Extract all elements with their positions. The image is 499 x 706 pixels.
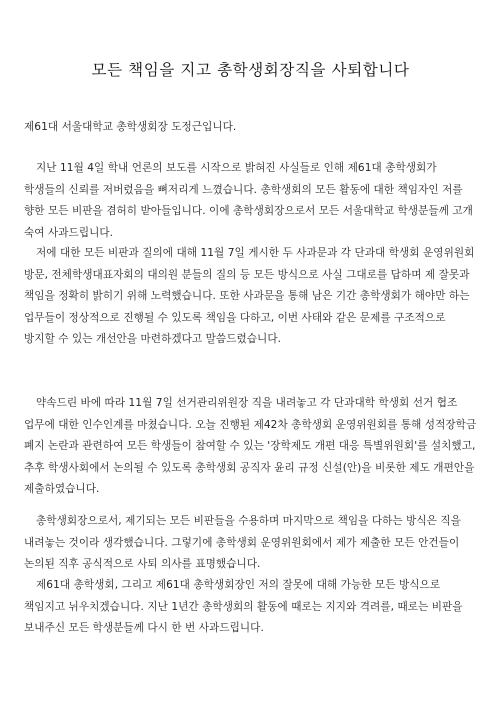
- paragraph-actions: 약속드린 바에 따라 11월 7일 선거관리위원장 직을 내려놓고 각 단과대학 학생회 선거 협조 업무에 대한 인수인계를 마쳤습니다. 오늘 진행된 제42차 총학생회 운영위원회를 통해 성적장학금 폐지 논란과 관련하여 모든 학생들이 참여할 수 있는 '장학제도 개편 대응 특별위원회'를 설치했고, 추후 학생사회에서 논의될 수 있도록 총학생회 공직자 윤리 규정 신설(안)을 비롯한 제도 개편안을 제출하였습니다.: [24, 397, 477, 496]
- paragraph-response: 저에 대한 모든 비판과 질의에 대해 11월 7일 게시한 두 사과문과 각 단과대 학생회 운영위원회 방문, 전체학생대표자회의 대의원 분들의 질의 등 모든 방식으로 사실 그대로를 답하며 제 잘못과 책임을 정확히 밝히기 위해 노력했습니다. 또한 사과문을 통해 남은 기간 총학생회가 해야만 하는 업무들이 정상적으로 진행될 수 있도록 책임을 다하고, 이번 사태와 같은 문제를 구조적으로 방지할 수 있는 개선안을 마련하겠다고 말씀드렸습니다.: [24, 247, 475, 346]
- paragraph-resignation: 총학생회장으로서, 제기되는 모든 비판들을 수용하며 마지막으로 책임을 다하는 방식은 직을 내려놓는 것이라 생각했습니다. 그렇기에 총학생회 운영위원회에서 제가 제출한 모든 안건들이 논의된 직후 공식적으로 사퇴 의사를 표명했습니다.: [24, 515, 461, 571]
- paragraph-apology: 지난 11월 4일 학내 언론의 보도를 시작으로 밝혀진 사실들로 인해 제61대 총학생회가 학생들의 신뢰를 저버렸음을 뼈저리게 느꼈습니다. 총학생회의 모든 활동에 대한 책임자인 저를 향한 모든 비판을 겸허히 받아들입니다. 이에 총학생회장으로서 모든 서울대학교 학생분들께 고개 숙여 사과드립니다.: [24, 162, 473, 239]
- intro-line: 제61대 서울대학교 총학생회장 도정근입니다.: [24, 121, 237, 133]
- document-title: 모든 책임을 지고 총학생회장직을 사퇴합니다: [91, 61, 410, 79]
- paragraph-closing: 제61대 총학생회, 그리고 제61대 총학생회장인 저의 잘못에 대해 가능한 모든 방식으로 책임지고 뉘우치겠습니다. 지난 1년간 총학생회의 활동에 때로는 지지와 격려를, 때로는 비판을 보내주신 모든 학생분들께 다시 한 번 사과드립니다.: [24, 579, 463, 635]
